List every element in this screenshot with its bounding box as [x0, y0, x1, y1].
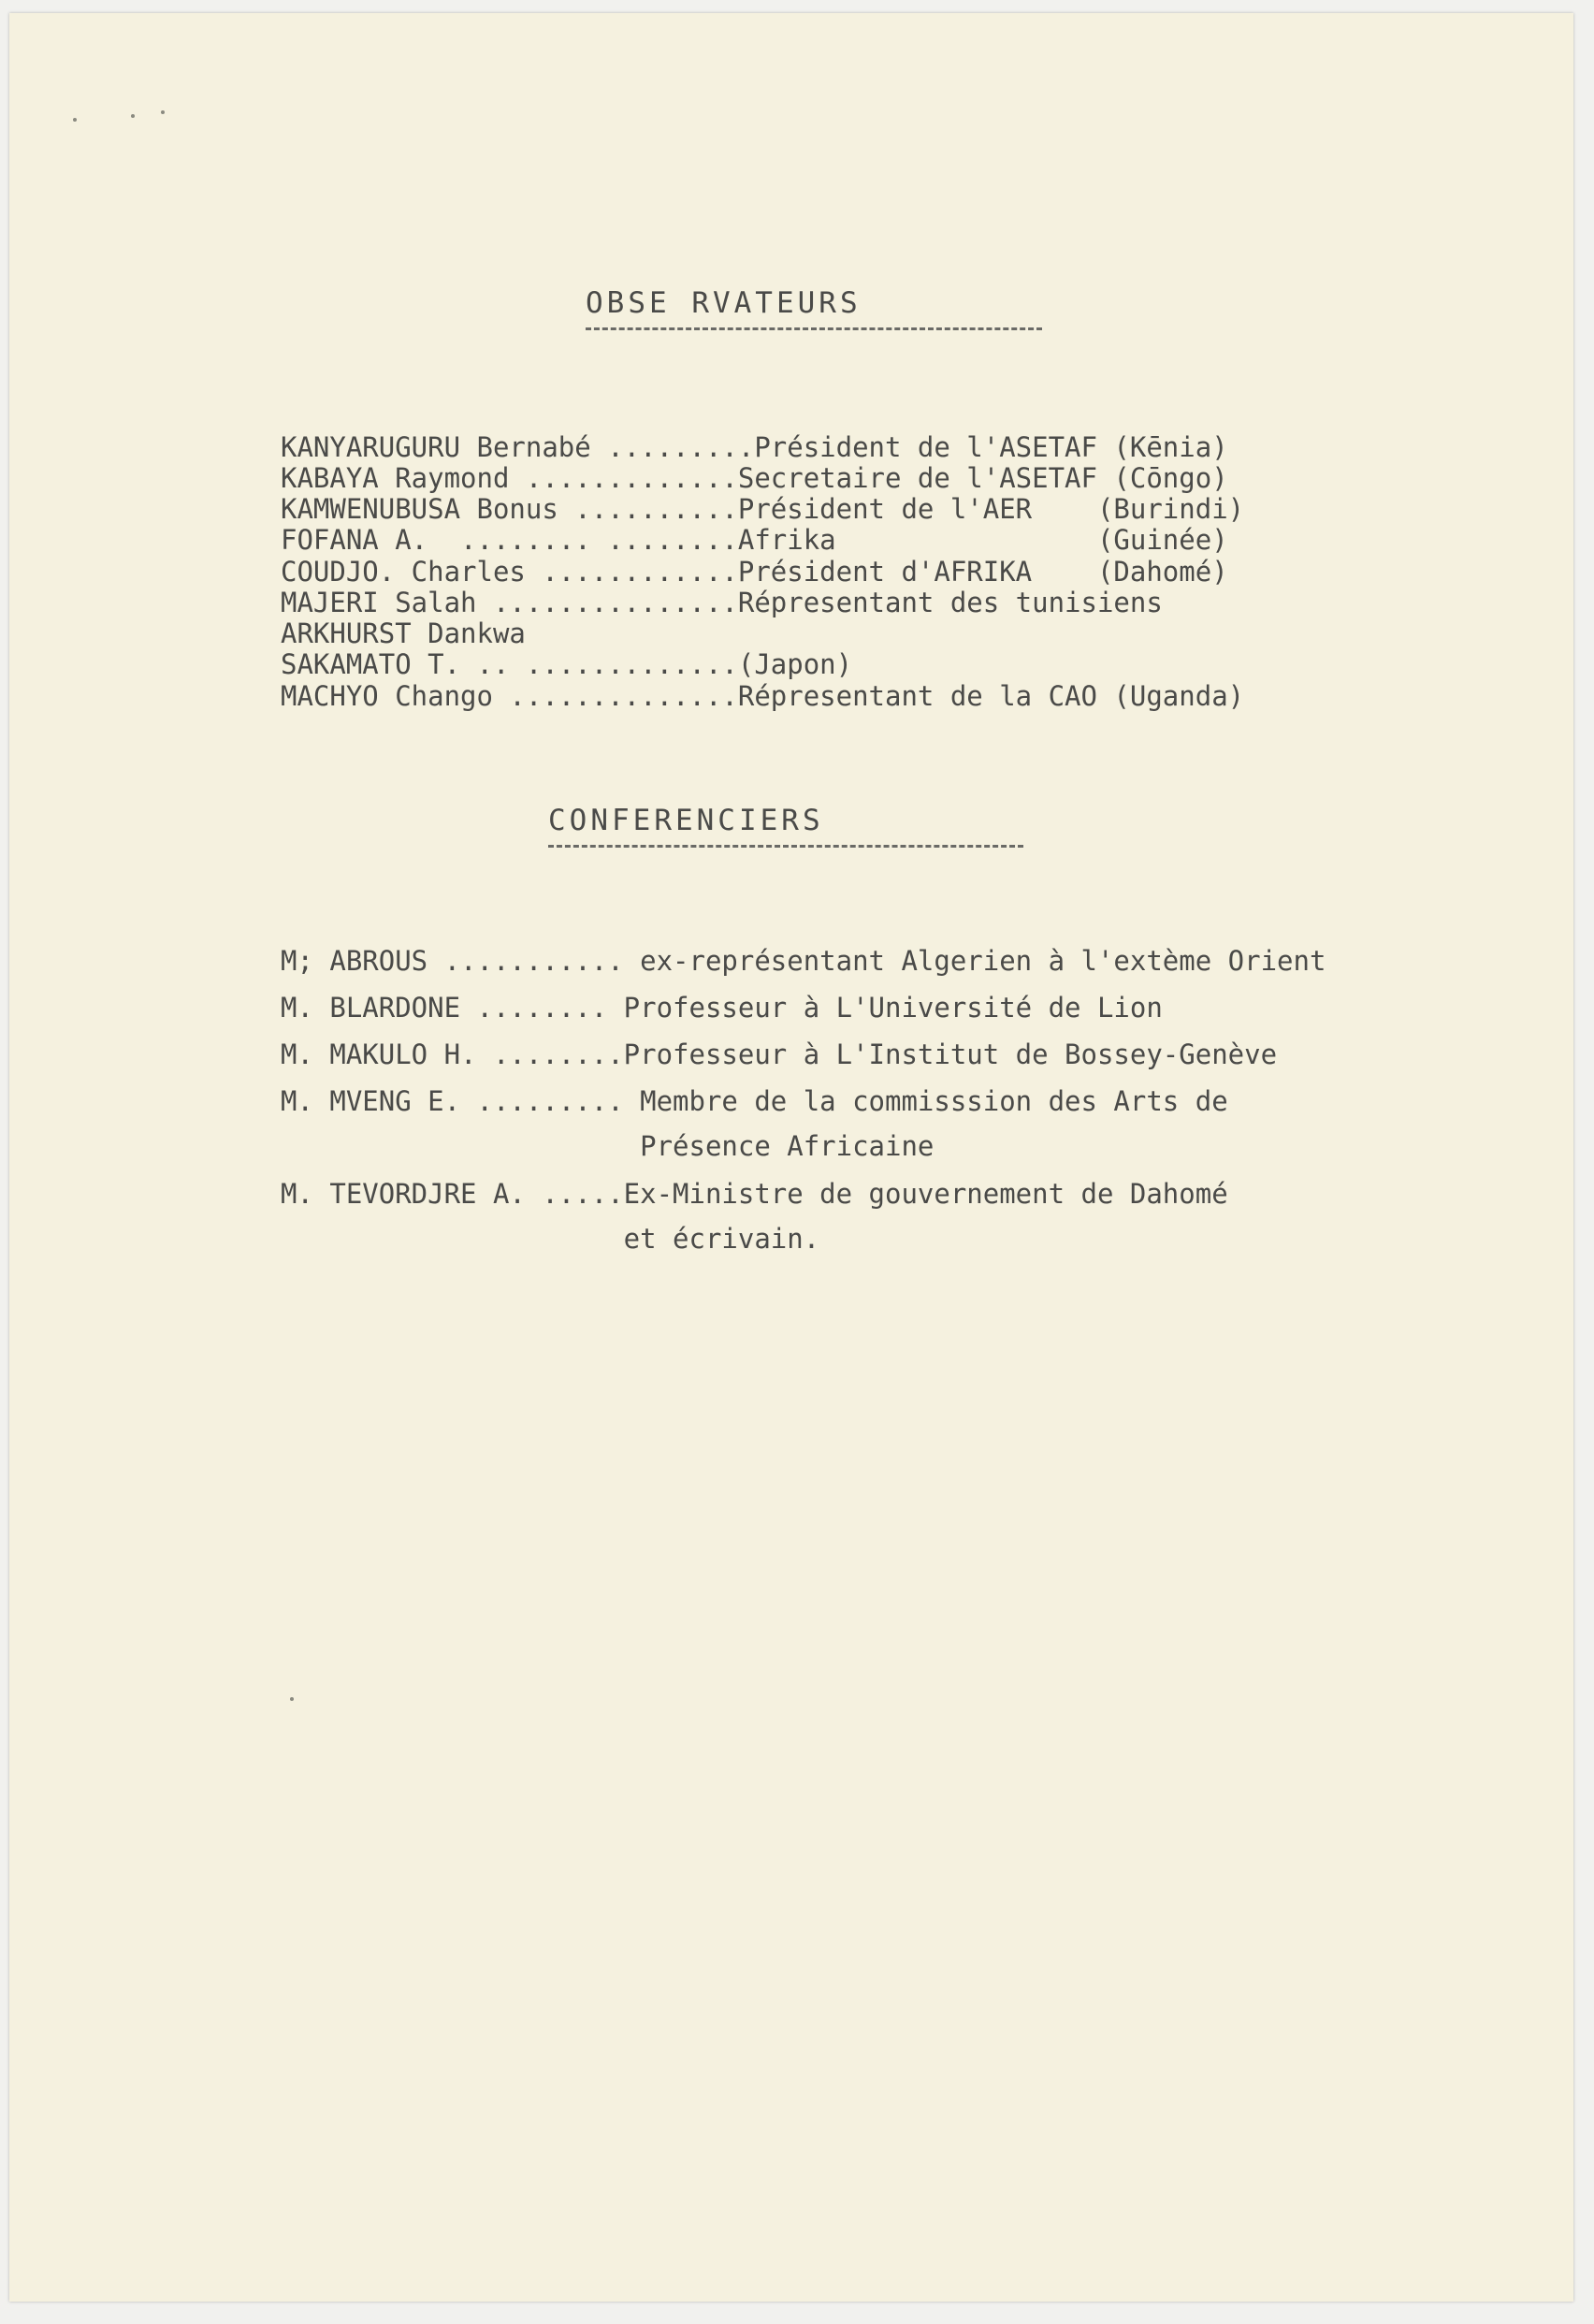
conferencier-entry-continuation: et écrivain.: [281, 1223, 820, 1255]
paper-mark: [73, 118, 77, 122]
conferencier-entry: M; ABROUS ........... ex-représentant Algerien à l'extème Orient: [281, 945, 1326, 977]
observateur-entry: FOFANA A. ........ ........Afrika (Guinée): [281, 524, 1228, 556]
conferencier-entry: M. MAKULO H. ........Professeur à L'Institut de Bossey-Genève: [281, 1039, 1278, 1070]
document-page: [9, 13, 1573, 2302]
observateur-entry: MAJERI Salah ...............Répresentant des tunisiens: [281, 587, 1163, 618]
conferencier-entry: M. TEVORDJRE A. .....Ex-Ministre de gouvernement de Dahomé: [281, 1178, 1228, 1210]
conferenciers-heading-underline: [548, 845, 1023, 848]
paper-mark: [131, 114, 135, 118]
conferencier-entry-continuation: Présence Africaine: [281, 1130, 935, 1162]
observateur-entry: KANYARUGURU Bernabé .........Président de l'ASETAF (Kēnia): [281, 431, 1228, 463]
observateur-entry: KAMWENUBUSA Bonus ..........Président de l'AER (Burindi): [281, 493, 1245, 525]
conferencier-entry: M. MVENG E. ......... Membre de la commisssion des Arts de: [281, 1085, 1228, 1117]
paper-mark: [161, 110, 165, 114]
observateurs-heading-underline: [586, 327, 1042, 330]
observateurs-heading: OBSE RVATEURS: [586, 286, 862, 320]
paper-mark: [290, 1697, 294, 1701]
observateur-entry: ARKHURST Dankwa: [281, 617, 526, 649]
conferencier-entry: M. BLARDONE ........ Professeur à L'Université de Lion: [281, 992, 1163, 1024]
observateur-entry: SAKAMATO T. .. .............(Japon): [281, 648, 853, 680]
observateur-entry: COUDJO. Charles ............Président d'AFRIKA (Dahomé): [281, 556, 1228, 588]
conferenciers-heading: CONFERENCIERS: [548, 804, 824, 837]
observateur-entry: KABAYA Raymond .............Secretaire de l'ASETAF (Cōngo): [281, 462, 1228, 494]
observateur-entry: MACHYO Chango ..............Répresentant de la CAO (Uganda): [281, 680, 1245, 712]
